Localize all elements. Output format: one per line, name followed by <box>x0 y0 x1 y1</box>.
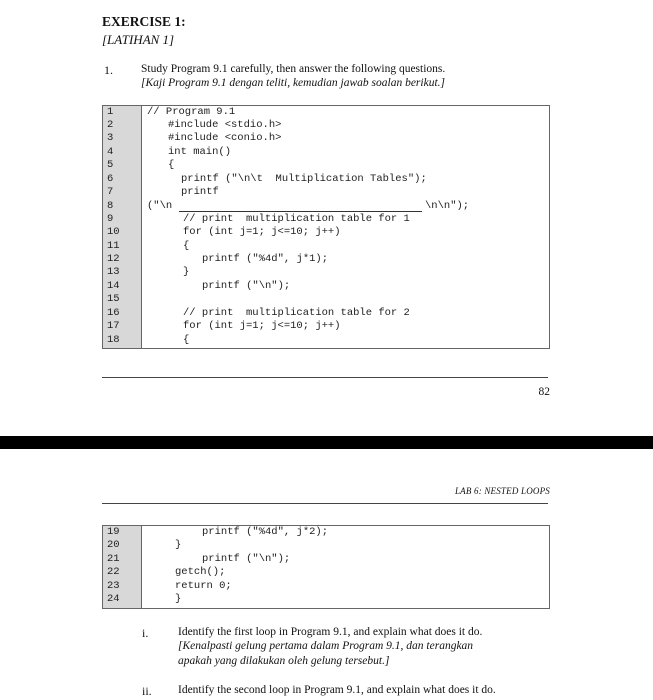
line-number: 16 <box>107 307 120 319</box>
sub-question-number: i. <box>142 626 149 640</box>
line-number: 11 <box>107 240 120 252</box>
code-line: printf ("%4d", j*1); <box>202 253 329 265</box>
line-number: 17 <box>107 320 120 332</box>
line-number: 2 <box>107 119 114 131</box>
line-number: 14 <box>107 280 120 292</box>
code-line: int main() <box>168 146 232 158</box>
line-number-gutter <box>103 526 142 608</box>
code-listing-part-2 <box>102 525 550 609</box>
line-number: 3 <box>107 132 114 144</box>
line-number: 21 <box>107 553 120 565</box>
code-listing-part-1 <box>102 105 550 349</box>
line-number: 5 <box>107 159 114 171</box>
code-line: { <box>183 240 190 252</box>
question-number: 1. <box>104 63 113 77</box>
sub-question-text-en: Identify the second loop in Program 9.1, and explain what does it do. <box>178 684 496 696</box>
line-number: 15 <box>107 293 120 305</box>
code-line: #include <stdio.h> <box>168 119 282 131</box>
code-line: #include <conio.h> <box>168 132 282 144</box>
question-text-en: Study Program 9.1 carefully, then answer the following questions. <box>141 63 446 75</box>
code-line: ("\n <box>147 200 173 212</box>
line-number: 1 <box>107 106 114 118</box>
line-number: 19 <box>107 526 120 538</box>
code-line: printf ("%4d", j*2); <box>202 526 329 538</box>
line-number: 18 <box>107 334 120 346</box>
code-line: for (int j=1; j<=10; j++) <box>183 320 341 332</box>
code-line: \n\n"); <box>425 200 470 212</box>
code-line: } <box>183 266 190 278</box>
line-number: 20 <box>107 539 120 551</box>
running-head: LAB 6: NESTED LOOPS <box>454 486 550 496</box>
sub-question-text-ms: [Kenalpasti gelung pertama dalam Program 9.1, dan terangkan <box>178 640 474 652</box>
page-footer-rule <box>102 377 548 378</box>
code-line: { <box>183 334 190 346</box>
line-number: 22 <box>107 566 120 578</box>
exercise-title: EXERCISE 1: <box>102 14 186 29</box>
sub-question-text-ms: apakah yang dilakukan oleh gelung tersebut.] <box>178 655 390 667</box>
question-text-ms: [Kaji Program 9.1 dengan teliti, kemudian jawab soalan berikut.] <box>141 77 445 89</box>
code-line: // print multiplication table for 1 <box>183 213 410 225</box>
code-line: getch(); <box>175 566 226 578</box>
fill-in-blank-line <box>179 210 422 212</box>
line-number: 12 <box>107 253 120 265</box>
exercise-subtitle: [LATIHAN 1] <box>102 32 175 47</box>
line-number-gutter <box>103 106 142 348</box>
page-number: 82 <box>538 386 550 398</box>
line-number: 8 <box>107 200 114 212</box>
page-header-rule <box>102 503 548 504</box>
line-number: 10 <box>107 226 120 238</box>
code-line: { <box>168 159 175 171</box>
code-line: printf ("\n\t Multiplication Tables"); <box>181 173 427 185</box>
sub-question-text-en: Identify the first loop in Program 9.1, and explain what does it do. <box>178 626 483 638</box>
line-number: 4 <box>107 146 114 158</box>
line-number: 13 <box>107 266 120 278</box>
code-line: } <box>175 593 182 605</box>
code-line: printf ("\n"); <box>202 553 291 565</box>
line-number: 24 <box>107 593 120 605</box>
line-number: 7 <box>107 186 114 198</box>
line-number: 6 <box>107 173 114 185</box>
code-line: printf <box>181 186 219 198</box>
code-line: // Program 9.1 <box>147 106 236 118</box>
code-line: // print multiplication table for 2 <box>183 307 410 319</box>
line-number: 23 <box>107 580 120 592</box>
code-line: return 0; <box>175 580 232 592</box>
code-line: printf ("\n"); <box>202 280 291 292</box>
code-line: } <box>175 539 182 551</box>
line-number: 9 <box>107 213 114 225</box>
code-line: for (int j=1; j<=10; j++) <box>183 226 341 238</box>
sub-question-number: ii. <box>142 684 152 698</box>
